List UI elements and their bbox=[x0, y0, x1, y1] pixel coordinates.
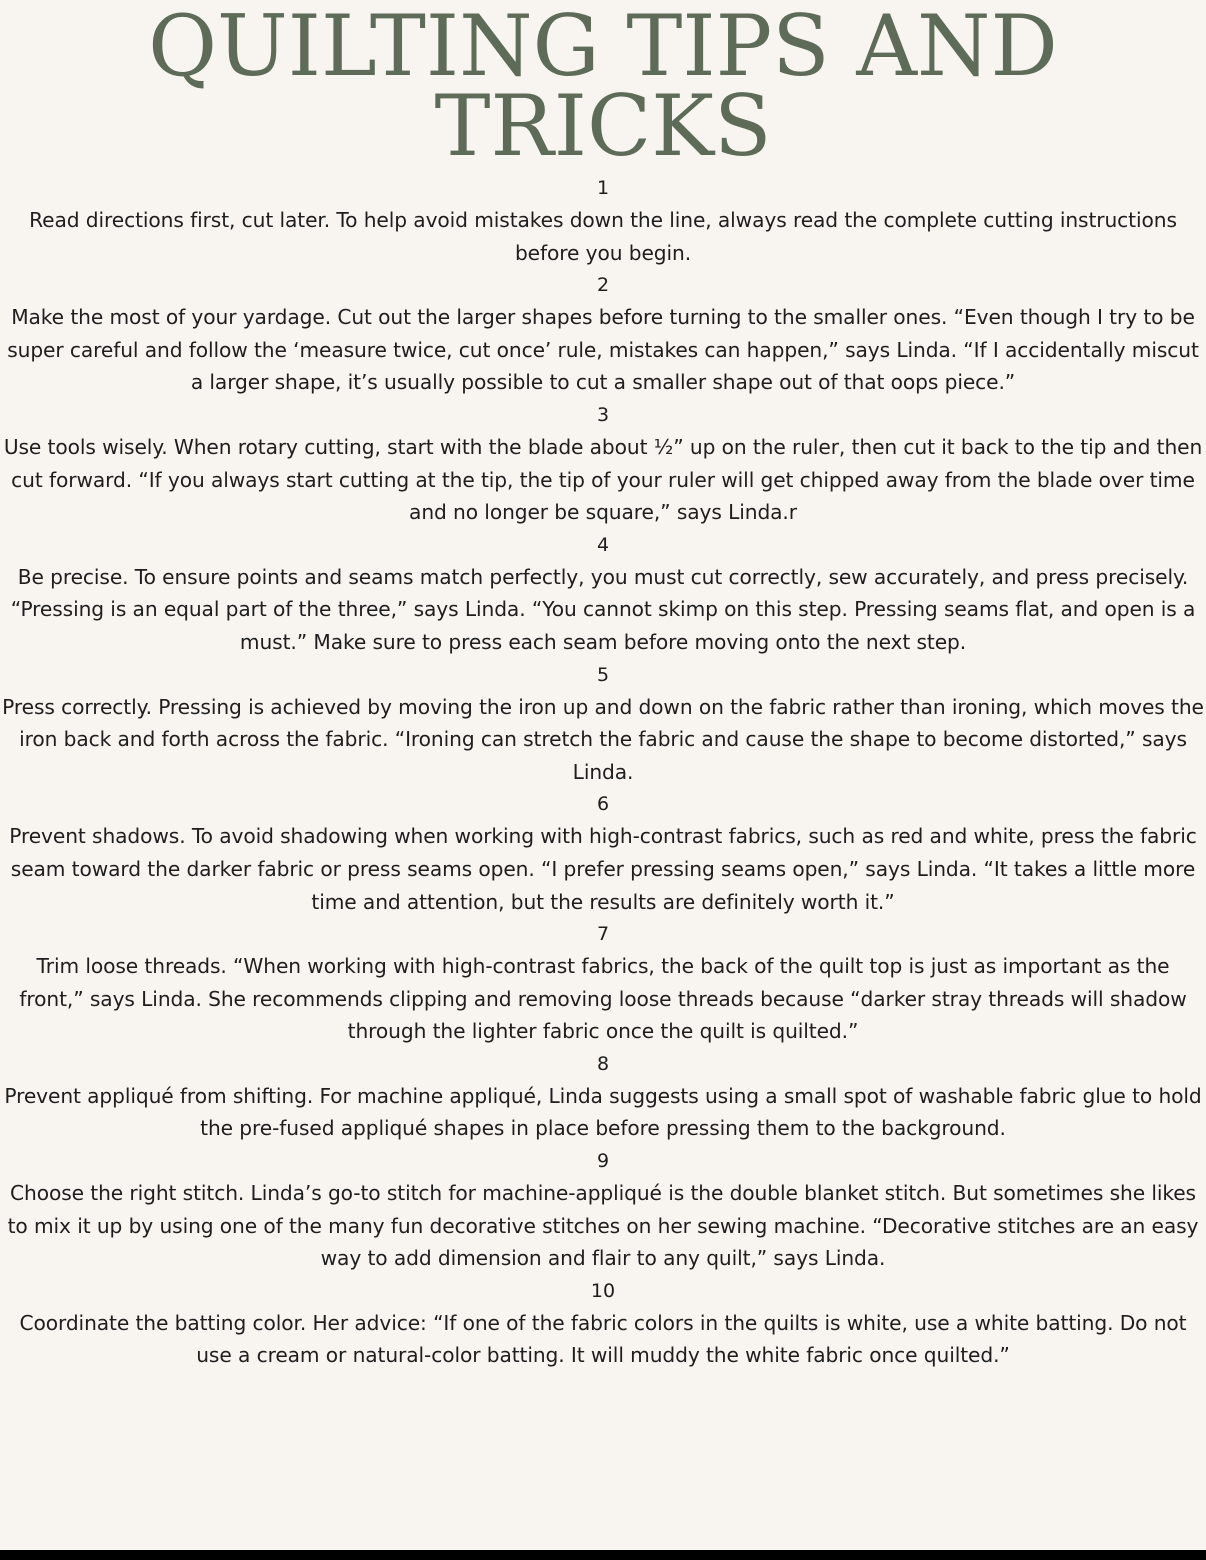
tip-number: 9 bbox=[596, 1150, 610, 1173]
tips-list bbox=[0, 172, 1206, 1372]
tip-text: Read directions first, cut later. To help avoid mistakes down the line, always read the complete cutting instructions before you begin. bbox=[29, 208, 1177, 265]
tip-item bbox=[0, 1145, 1206, 1275]
tip-text: Prevent shadows. To avoid shadowing when working with high-contrast fabrics, such as red and white, press the fabric seam toward the darker fabric or press seams open. “I prefer pressing seams open,” says Linda. “It takes a little more time and attention, but the results are definitely worth it.” bbox=[9, 824, 1197, 914]
tip-number: 6 bbox=[596, 793, 610, 816]
tip-text: Coordinate the batting color. Her advice: “If one of the fabric colors in the quilts is white, use a white batting. Do not use a cream or natural-color batting. It will muddy the white fabric once quilted.” bbox=[19, 1310, 1187, 1368]
tip-item bbox=[0, 172, 1206, 269]
page-title-line-1: QUILTING TIPS AND bbox=[148, 0, 1058, 95]
tip-number: 2 bbox=[596, 274, 610, 297]
tip-number: 1 bbox=[596, 177, 610, 199]
tip-item bbox=[0, 529, 1206, 659]
tip-number: 7 bbox=[596, 923, 610, 946]
tip-item bbox=[0, 659, 1206, 789]
tip-item bbox=[0, 399, 1206, 529]
page-title bbox=[0, 0, 1206, 175]
tip-text: Prevent appliqué from shifting. For machine appliqué, Linda suggests using a small spot of washable fabric glue to hold the pre-fused appliqué shapes in place before pressing them to the background. bbox=[4, 1083, 1202, 1141]
tip-text: Press correctly. Pressing is achieved by moving the iron up and down on the fabric rather than ironing, which moves the iron back and forth across the fabric. “Ironing can stretch the fabric and cause the shape to become distorted,” says Linda. bbox=[2, 694, 1204, 784]
tip-item bbox=[0, 788, 1206, 918]
tip-number: 5 bbox=[596, 663, 610, 686]
tip-item bbox=[0, 1275, 1206, 1372]
tip-number: 8 bbox=[596, 1052, 610, 1075]
tip-item bbox=[0, 918, 1206, 1048]
tip-text: Make the most of your yardage. Cut out the larger shapes before turning to the smaller ones. “Even though I try to be super careful and follow the ‘measure twice, cut once’ rule, mistakes can happen,” says Linda. “If I accidentally miscut a larger shape, it’s usually possible to cut a smaller shape out of that oops piece.” bbox=[7, 305, 1199, 395]
bottom-border-bar bbox=[0, 1550, 1206, 1560]
tip-item bbox=[0, 1048, 1206, 1145]
tip-number: 10 bbox=[590, 1279, 616, 1302]
tip-text: Use tools wisely. When rotary cutting, start with the blade about ½” up on the ruler, then cut it back to the tip and then cut forward. “If you always start cutting at the tip, the tip of your ruler will get chipped away from the blade over time and no longer be square,” says Linda.r bbox=[3, 434, 1203, 525]
tip-number: 3 bbox=[596, 403, 610, 426]
page-title-line-2: TRICKS bbox=[434, 77, 772, 175]
tip-text: Trim loose threads. “When working with high-contrast fabrics, the back of the quilt top is just as important as the front,” says Linda. She recommends clipping and removing loose threads because “darker stray threads will shadow through the lighter fabric once the quilt is quilted.” bbox=[19, 954, 1187, 1044]
tip-item bbox=[0, 269, 1206, 399]
tip-text: Be precise. To ensure points and seams match perfectly, you must cut correctly, sew accurately, and press precisely. “Pressing is an equal part of the three,” says Linda. “You cannot skimp on this step. Pressing seams flat, and open is a must.” Make sure to press each seam before moving onto the next step. bbox=[10, 564, 1196, 654]
tip-text: Choose the right stitch. Linda’s go-to stitch for machine-appliqué is the double blanket stitch. But sometimes she likes to mix it up by using one of the many fun decorative stitches on her sewing machine. “Decorative stitches are an easy way to add dimension and flair to any quilt,” says Linda. bbox=[7, 1181, 1199, 1271]
tip-number: 4 bbox=[596, 533, 610, 556]
